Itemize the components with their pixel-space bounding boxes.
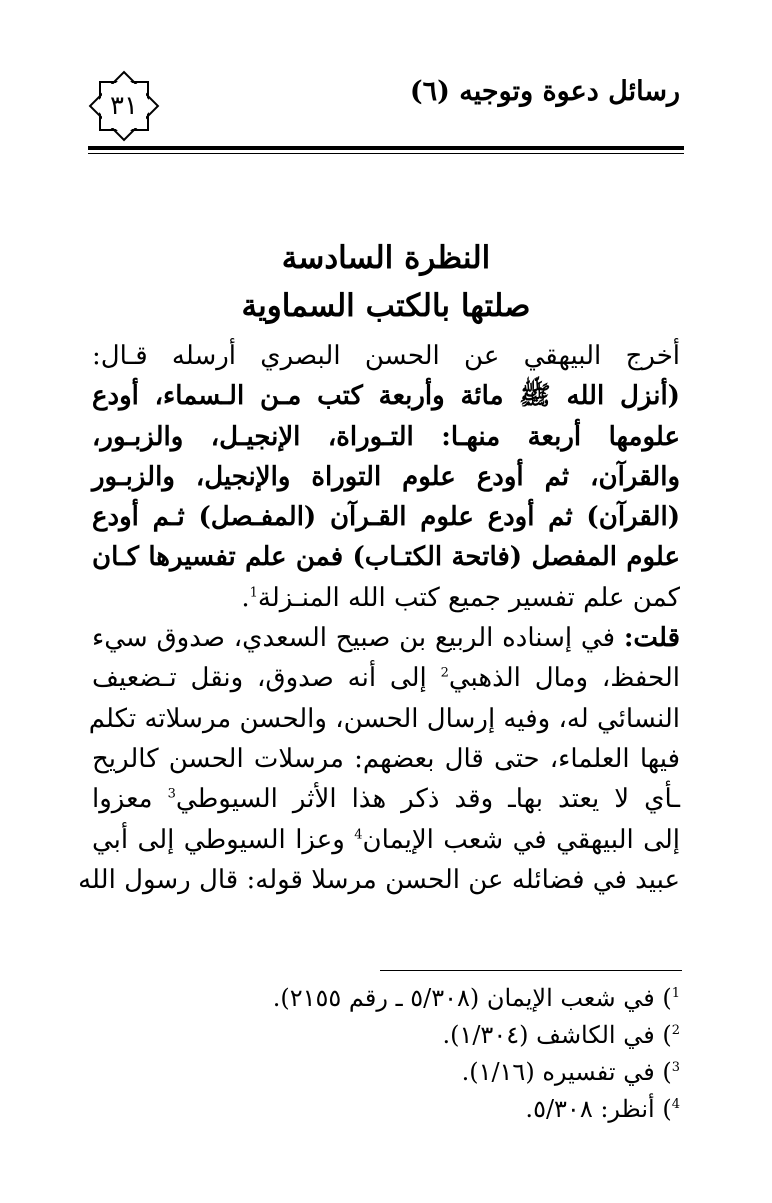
footnote: $^2$) في الكاشف (١/٣٠٤). [442, 1021, 680, 1049]
footnote-ref: 3 [167, 786, 176, 802]
body-line: كمن علم تفسير جميع كتب الله المنـزلة$^1$. [241, 582, 680, 613]
footnote: $^1$) في شعب الإيمان (٥/٣٠٨ ـ رقم ٢١٥٥). [272, 984, 680, 1012]
footnote-separator [380, 970, 682, 971]
note-label: قلت: [623, 623, 680, 654]
running-header-title: رسائل دعوة وتوجيه (٦) [409, 76, 680, 107]
footnote: $^4$) أنظر: ٥/٣٠٨. [525, 1095, 680, 1123]
body-line: فيها العلماء، حتى قال بعضهم: مرسلات الحسن كالريح [92, 743, 680, 774]
footnote-ref: 2 [440, 665, 449, 681]
body-line: قلت: في إسناده الربيع بن صبيح السعدي، صدوق سيء [92, 623, 680, 654]
header-rule-thick [88, 146, 684, 150]
hadith-line: علوم المفصل (فاتحة الكتـاب) فمن علم تفسيرها كـان [92, 542, 680, 573]
footnote: $^3$) في تفسيره (١/١٦). [461, 1058, 680, 1086]
page-number: ٣١ [110, 91, 138, 121]
body-line: عبيد في فضائله عن الحسن مرسلا قوله: قال رسول الله [78, 864, 680, 895]
hadith-line: والقرآن، ثم أودع علوم التوراة والإنجيل، والزبـور [92, 461, 680, 492]
hadith-line: علومها أربعة منهـا: التـوراة، الإنجيـل، والزبـور، [92, 421, 680, 452]
body-line: ـأي لا يعتد بهاـ وقد ذكر هذا الأثر السيوطي$^3$ معزوا [92, 784, 681, 815]
footnotes [273, 980, 680, 1128]
footnote-ref: 4 [354, 826, 363, 842]
hadith-line: (القرآن) ثم أودع علوم القـرآن (المفـصل) ثـم أودع [92, 502, 680, 533]
header-rule-thin [88, 153, 684, 154]
body-line: إلى البيهقي في شعب الإيمان$^4$ وعزا السيوطي إلى أبي [92, 824, 680, 855]
section-subtitle: صلتها بالكتب السماوية [241, 288, 531, 324]
page-number-badge [84, 66, 164, 146]
body-line: أخرج البيهقي عن الحسن البصري أرسله قـال: [92, 341, 680, 371]
section-heading: النظرة السادسة [281, 240, 491, 276]
hadith-line: (أنزل الله ﷺ مائة وأربعة كتب مـن الـسماء، أودع [92, 381, 680, 412]
body-text [78, 336, 681, 900]
footnote-ref: 1 [249, 585, 258, 601]
body-line: النسائي له، وفيه إرسال الحسن، والحسن مرسلاته تكلم [88, 703, 680, 734]
body-line: الحفظ، ومال الذهبي$^2$ إلى أنه صدوق، ونقل تـضعيف [92, 663, 680, 694]
